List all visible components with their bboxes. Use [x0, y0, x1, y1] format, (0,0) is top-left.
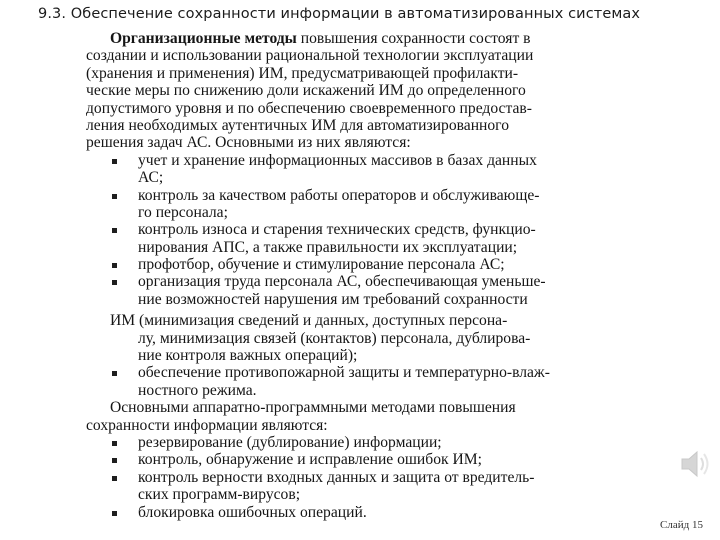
- text-line: лу, минимизация связей (контактов) персонала, дублирова-: [138, 329, 531, 347]
- bullet-item: резервирование (дублирование) информации;: [86, 434, 626, 451]
- line-text: повышения: [434, 399, 516, 417]
- text-line: (хранения и применения) ИМ, предусматривающей профилакти-: [86, 64, 519, 82]
- text-line: ских программ-вирусов;: [138, 486, 301, 504]
- line-text: повышения сохранности состоят в: [296, 30, 531, 47]
- bullet-item: контроль за качеством работы операторов и обслуживающе-: [86, 187, 626, 204]
- emphasized-term: ИМ (минимизация сведений и данных, доступных персона-: [110, 312, 508, 330]
- text-line: [86, 30, 626, 47]
- text-line: ние контроля важных операций);: [138, 347, 358, 365]
- text-line: ностного режима.: [138, 381, 257, 399]
- text-line: го персонала;: [138, 203, 228, 221]
- bullet-item: профотбор, обучение и стимулирование персонала АС;: [86, 256, 626, 273]
- slide-number: Слайд 15: [660, 519, 703, 531]
- text-line: ления необходимых аутентичных ИМ для автоматизированного: [86, 116, 509, 134]
- bullet-item: обеспечение противопожарной защиты и температурно-влаж-: [86, 364, 626, 381]
- text-line: ческие меры по снижению доли искажений ИМ до определенного: [86, 82, 526, 100]
- text-line: сохранности информации являются:: [86, 416, 328, 434]
- bullet-item: контроль верности входных данных и защита от вредитель-: [86, 469, 626, 486]
- text-line: [86, 399, 626, 416]
- scanned-page-text: [86, 30, 626, 521]
- slide-title: 9.3. Обеспечение сохранности информации в автоматизированных системах: [38, 6, 641, 22]
- text-line: допустимого уровня и по обеспечению своевременного предостав-: [86, 99, 532, 117]
- emphasized-term: Организационные методы: [110, 30, 297, 47]
- bullet-item: учет и хранение информационных массивов в базах данных: [86, 152, 626, 169]
- bullet-item: контроль, обнаружение и исправление ошибок ИМ;: [86, 451, 626, 468]
- bullet-item: блокировка ошибочных операций.: [86, 504, 626, 521]
- text-line: АС;: [138, 169, 164, 187]
- text-line: [86, 312, 626, 329]
- text-line: ние возможностей нарушения им требований сохранности: [138, 290, 528, 308]
- speaker-icon[interactable]: [678, 446, 714, 482]
- emphasized-term: Основными аппаратно-программными методами: [110, 399, 435, 417]
- text-line: решения задач АС. Основными из них являются:: [86, 134, 411, 152]
- text-line: создании и использовании рациональной технологии эксплуатации: [86, 47, 534, 65]
- text-line: нирования АПС, а также правильности их эксплуатации;: [138, 238, 518, 256]
- bullet-item: организация труда персонала АС, обеспечивающая уменьше-: [86, 273, 626, 290]
- bullet-item: контроль износа и старения технических средств, функцио-: [86, 221, 626, 238]
